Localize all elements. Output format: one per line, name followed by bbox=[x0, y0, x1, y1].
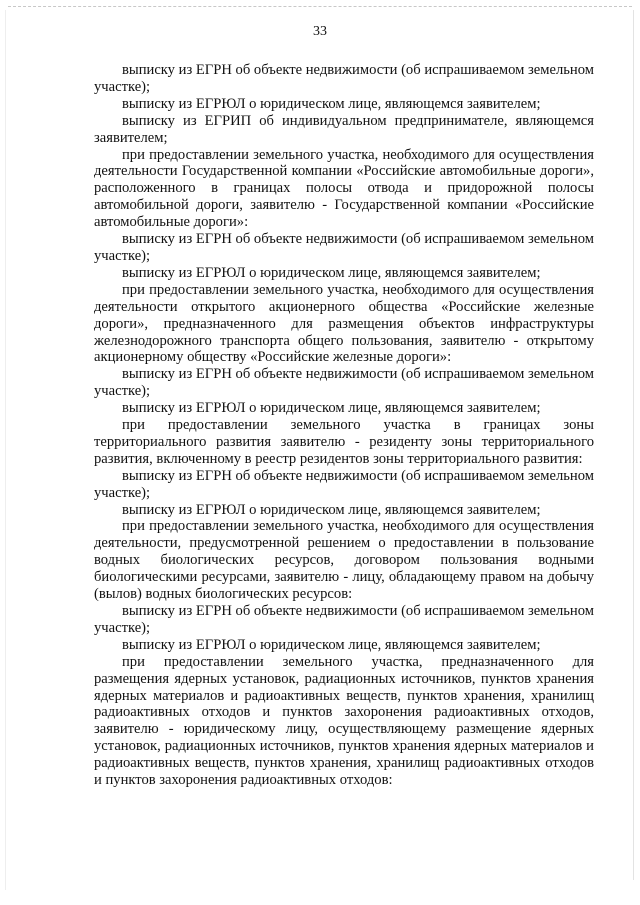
paragraph: выписку из ЕГРН об объекте недвижимости (об испрашиваемом земельном участке); bbox=[94, 467, 594, 501]
paragraph: выписку из ЕГРН об объекте недвижимости (об испрашиваемом земельном участке); bbox=[94, 62, 594, 95]
page-number: 33 bbox=[313, 24, 327, 39]
paragraph: при предоставлении земельного участка, предназначенного для размещения ядерных установок, радиационных источников, пунктов хранения ядерных материалов и радиоактивных веществ, пунктов хранения, хранилищ радиоактивных отходов и пунктов захоронения радиоактивных отходов, заявителю - юридическому лицу, осуществляющему размещение ядерных установок, радиационных источников, пунктов хранения ядерных материалов и радиоактивных веществ, пунктов хранения, хранилищ радиоактивных отходов и пунктов захоронения радиоактивных отходов: bbox=[94, 653, 594, 789]
scan-edge-left bbox=[5, 10, 6, 890]
paragraph: выписку из ЕГРН об объекте недвижимости (об испрашиваемом земельном участке); bbox=[94, 231, 594, 264]
paragraph: выписку из ЕГРЮЛ о юридическом лице, являющемся заявителем; bbox=[122, 501, 541, 518]
paragraph: выписку из ЕГРИП об индивидуальном предпринимателе, являющемся заявителем; bbox=[94, 112, 594, 146]
paragraph: выписку из ЕГРЮЛ о юридическом лице, являющемся заявителем; bbox=[122, 95, 541, 112]
paragraph: выписку из ЕГРЮЛ о юридическом лице, являющемся заявителем; bbox=[122, 264, 541, 281]
scan-edge-right bbox=[633, 10, 634, 880]
paragraph: выписку из ЕГРЮЛ о юридическом лице, являющемся заявителем; bbox=[122, 400, 541, 417]
paragraph: выписку из ЕГРЮЛ о юридическом лице, являющемся заявителем; bbox=[122, 636, 541, 653]
paragraph: при предоставлении земельного участка, необходимого для осуществления деятельности, предусмотренной решением о предоставлении в пользование водных биологических ресурсов, договором пользования водными биологическими ресурсами, заявителю - лицу, обладающему правом на добычу (вылов) водных биологических ресурсов: bbox=[94, 518, 594, 603]
paragraph: при предоставлении земельного участка, необходимого для осуществления деятельности открытого акционерного общества «Российские железные дороги», предназначенного для размещения объектов инфраструктуры железнодорожного транспорта общего пользования, заявителю - открытому акционерному обществу «Российские железные дороги»: bbox=[94, 281, 594, 366]
paragraph: выписку из ЕГРН об объекте недвижимости (об испрашиваемом земельном участке); bbox=[94, 603, 594, 636]
scan-edge-top bbox=[8, 6, 632, 7]
paragraph: выписку из ЕГРН об объекте недвижимости (об испрашиваемом земельном участке); bbox=[94, 366, 594, 400]
document-body bbox=[94, 62, 594, 789]
paragraph: при предоставлении земельного участка, необходимого для осуществления деятельности Государственной компании «Российские автомобильные дороги», расположенного в границах полосы отвода и придорожной полосы автомобильной дороги, заявителю - Государственной компании «Российские автомобильные дороги»: bbox=[94, 146, 594, 231]
paragraph: при предоставлении земельного участка в границах зоны территориального развития заявителю - резиденту зоны территориального развития, включенному в реестр резидентов зоны территориального развития: bbox=[94, 417, 594, 467]
